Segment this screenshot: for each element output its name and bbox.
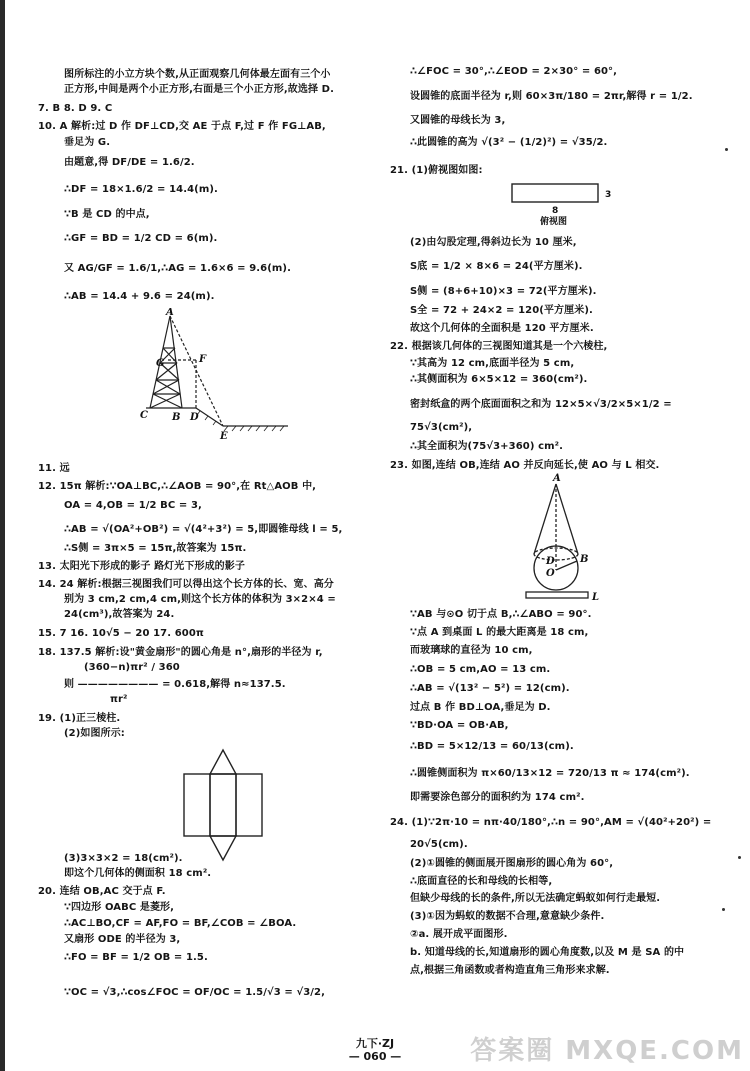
text-line: ∴OB = 5 cm,AO = 13 cm.: [410, 664, 551, 675]
text-line: ∴GF = BD = 1/2 CD = 6(m).: [64, 233, 218, 244]
line-label-L: L: [592, 592, 600, 602]
top-view-height-label: 3: [605, 190, 612, 200]
text-line: ∵AB 与⊙O 切于点 B,∴∠ABO = 90°.: [410, 609, 592, 620]
text-line: 10. A 解析:过 D 作 DF⊥CD,交 AE 于点 F,过 F 作 FG⊥AB,: [38, 121, 326, 132]
point-label-G: G: [156, 358, 165, 369]
text-line: 即需要涂色部分的面积约为 174 cm².: [410, 792, 585, 803]
text-line: 过点 B 作 BD⊥OA,垂足为 D.: [410, 702, 551, 713]
text-line: (2)由勾股定理,得斜边长为 10 厘米,: [410, 237, 577, 248]
text-line: πr²: [110, 694, 128, 705]
text-line: (3)①因为蚂蚁的数据不合理,意意缺少条件.: [410, 911, 605, 922]
text-line: 22. 根据该几何体的三视图知道其是一个六棱柱,: [390, 341, 608, 352]
text-line: 11. 远: [38, 463, 70, 474]
text-line: ∴底面直径的长和母线的长相等,: [410, 876, 553, 887]
text-line: 又圆锥的母线长为 3,: [410, 115, 506, 126]
point-label-B: B: [580, 554, 589, 565]
point-label-O: O: [546, 568, 555, 579]
text-line: 75√3(cm²),: [410, 422, 473, 433]
top-view-width-label: 8: [552, 206, 559, 216]
text-line: (3)3×3×2 = 18(cm²).: [64, 853, 183, 864]
point-label-A: A: [553, 473, 561, 484]
text-line: 而玻璃球的直径为 10 cm,: [410, 645, 533, 656]
text-line: ∴圆锥侧面积为 π×60/13×12 = 720/13 π ≈ 174(cm²).: [410, 768, 690, 779]
text-line: ∴AC⊥BO,CF = AF,FO = BF,∠COB = ∠BOA.: [64, 918, 297, 929]
point-label-C: C: [140, 410, 148, 421]
text-line: 但缺少母线的长的条件,所以无法确定蚂蚁如何行走最短.: [410, 893, 661, 904]
text-line: 别为 3 cm,2 cm,4 cm,则这个长方体的体积为 3×2×4 =: [64, 594, 336, 605]
text-line: ∴DF = 18×1.6/2 = 14.4(m).: [64, 184, 218, 195]
text-line: 密封纸盒的两个底面面积之和为 12×5×√3/2×5×1/2 =: [410, 399, 672, 410]
text-line: (360−n)πr² / 360: [84, 662, 180, 673]
text-line: 正方形,中间是两个小正方形,右面是三个小正方形,故选择 D.: [64, 84, 334, 95]
text-line: (2)如图所示:: [64, 728, 125, 739]
point-label-B: B: [172, 412, 181, 423]
top-view-caption: 俯视图: [540, 217, 568, 226]
scan-speck: [738, 856, 741, 859]
text-line: 设圆锥的底面半径为 r,则 60×3π/180 = 2πr,解得 r = 1/2.: [410, 91, 693, 102]
footer-page-number: — 060 —: [348, 1050, 402, 1063]
text-line: 20. 连结 OB,AC 交于点 F.: [38, 886, 166, 897]
text-line: S全 = 72 + 24×2 = 120(平方厘米).: [410, 305, 593, 316]
top-view-figure: [510, 178, 630, 226]
point-label-F: F: [199, 354, 207, 365]
text-line: b. 知道母线的长,知道扇形的圆心角度数,以及 M 是 SA 的中: [410, 947, 685, 958]
text-line: ②a. 展开成平面图形.: [410, 929, 508, 940]
text-line: 即这个几何体的侧面积 18 cm².: [64, 868, 212, 879]
text-line: 20√5(cm).: [410, 839, 468, 850]
text-line: OA = 4,OB = 1/2 BC = 3,: [64, 500, 202, 511]
tower-figure: [138, 308, 298, 448]
text-line: ∴其全面积为(75√3+360) cm².: [410, 441, 564, 452]
text-line: ∴AB = √(OA²+OB²) = √(4²+3²) = 5,即圆锥母线 l = 5,: [64, 524, 343, 535]
text-line: ∵点 A 到桌面 L 的最大距离是 18 cm,: [410, 627, 589, 638]
text-line: 19. (1)正三棱柱.: [38, 713, 121, 724]
text-line: S侧 = (8+6+10)×3 = 72(平方厘米).: [410, 286, 597, 297]
footer-book-code: 九下·ZJ: [355, 1037, 395, 1050]
text-line: 24(cm³),故答案为 24.: [64, 609, 175, 620]
cone-sphere-figure: [508, 472, 618, 602]
text-line: 18. 137.5 解析:设"黄金扇形"的圆心角是 n°,扇形的半径为 r,: [38, 647, 323, 658]
text-line: ∴FO = BF = 1/2 OB = 1.5.: [64, 952, 208, 963]
point-label-D: D: [546, 556, 555, 567]
watermark: 答案圈 MXQE.COM: [470, 1036, 744, 1066]
point-label-E: E: [220, 431, 228, 442]
text-line: S底 = 1/2 × 8×6 = 24(平方厘米).: [410, 261, 583, 272]
text-line: 故这个几何体的全面积是 120 平方厘米.: [410, 323, 594, 334]
text-line: ∴AB = 14.4 + 9.6 = 24(m).: [64, 291, 215, 302]
text-line: ∵BD·OA = OB·AB,: [410, 720, 509, 731]
text-line: 23. 如图,连结 OB,连结 AO 并反向延长,使 AO 与 L 相交.: [390, 460, 660, 471]
text-line: 24. (1)∵2π·10 = nπ·40/180°,∴n = 90°,AM = √(40²+20²) =: [390, 817, 712, 828]
text-line: ∴其侧面积为 6×5×12 = 360(cm²).: [410, 374, 588, 385]
text-line: ∴∠FOC = 30°,∴∠EOD = 2×30° = 60°,: [410, 66, 618, 77]
text-line: ∵其高为 12 cm,底面半径为 5 cm,: [410, 358, 575, 369]
text-line: 又扇形 ODE 的半径为 3,: [64, 934, 181, 945]
scan-left-edge: [0, 0, 5, 1071]
text-line: (2)①圆锥的侧面展开图扇形的圆心角为 60°,: [410, 858, 614, 869]
text-line: ∴AB = √(13² − 5²) = 12(cm).: [410, 683, 570, 694]
text-line: 则 ———————— = 0.618,解得 n≈137.5.: [64, 679, 286, 690]
scan-speck: [722, 908, 725, 911]
text-line: 12. 15π 解析:∵OA⊥BC,∴∠AOB = 90°,在 Rt△AOB 中,: [38, 481, 317, 492]
text-line: 图所标注的小立方块个数,从正面观察几何体最左面有三个小: [64, 69, 331, 80]
text-line: 13. 太阳光下形成的影子 路灯光下形成的影子: [38, 561, 245, 572]
text-line: ∴BD = 5×12/13 = 60/13(cm).: [410, 741, 574, 752]
text-line: ∵B 是 CD 的中点,: [64, 209, 150, 220]
text-line: 14. 24 解析:根据三视图我们可以得出这个长方体的长、宽、高分: [38, 579, 334, 590]
prism-net-figure: [180, 744, 290, 864]
text-line: 15. 7 16. 10√5 − 20 17. 600π: [38, 628, 204, 639]
text-line: 21. (1)俯视图如图:: [390, 165, 483, 176]
point-label-D: D: [190, 412, 199, 423]
scan-speck: [725, 148, 728, 151]
text-line: 7. B 8. D 9. C: [38, 103, 113, 114]
text-line: ∵OC = √3,∴cos∠FOC = OF/OC = 1.5/√3 = √3/2,: [64, 987, 325, 998]
text-line: 由题意,得 DF/DE = 1.6/2.: [64, 157, 195, 168]
point-label-A: A: [166, 308, 174, 318]
text-line: 又 AG/GF = 1.6/1,∴AG = 1.6×6 = 9.6(m).: [64, 263, 292, 274]
text-line: ∴此圆锥的高为 √(3² − (1/2)²) = √35/2.: [410, 137, 608, 148]
text-line: 垂足为 G.: [64, 137, 111, 148]
text-line: ∵四边形 OABC 是菱形,: [64, 902, 175, 913]
text-line: ∴S侧 = 3π×5 = 15π,故答案为 15π.: [64, 543, 247, 554]
text-line: 点,根据三角函数或者构造直角三角形来求解.: [410, 965, 610, 976]
